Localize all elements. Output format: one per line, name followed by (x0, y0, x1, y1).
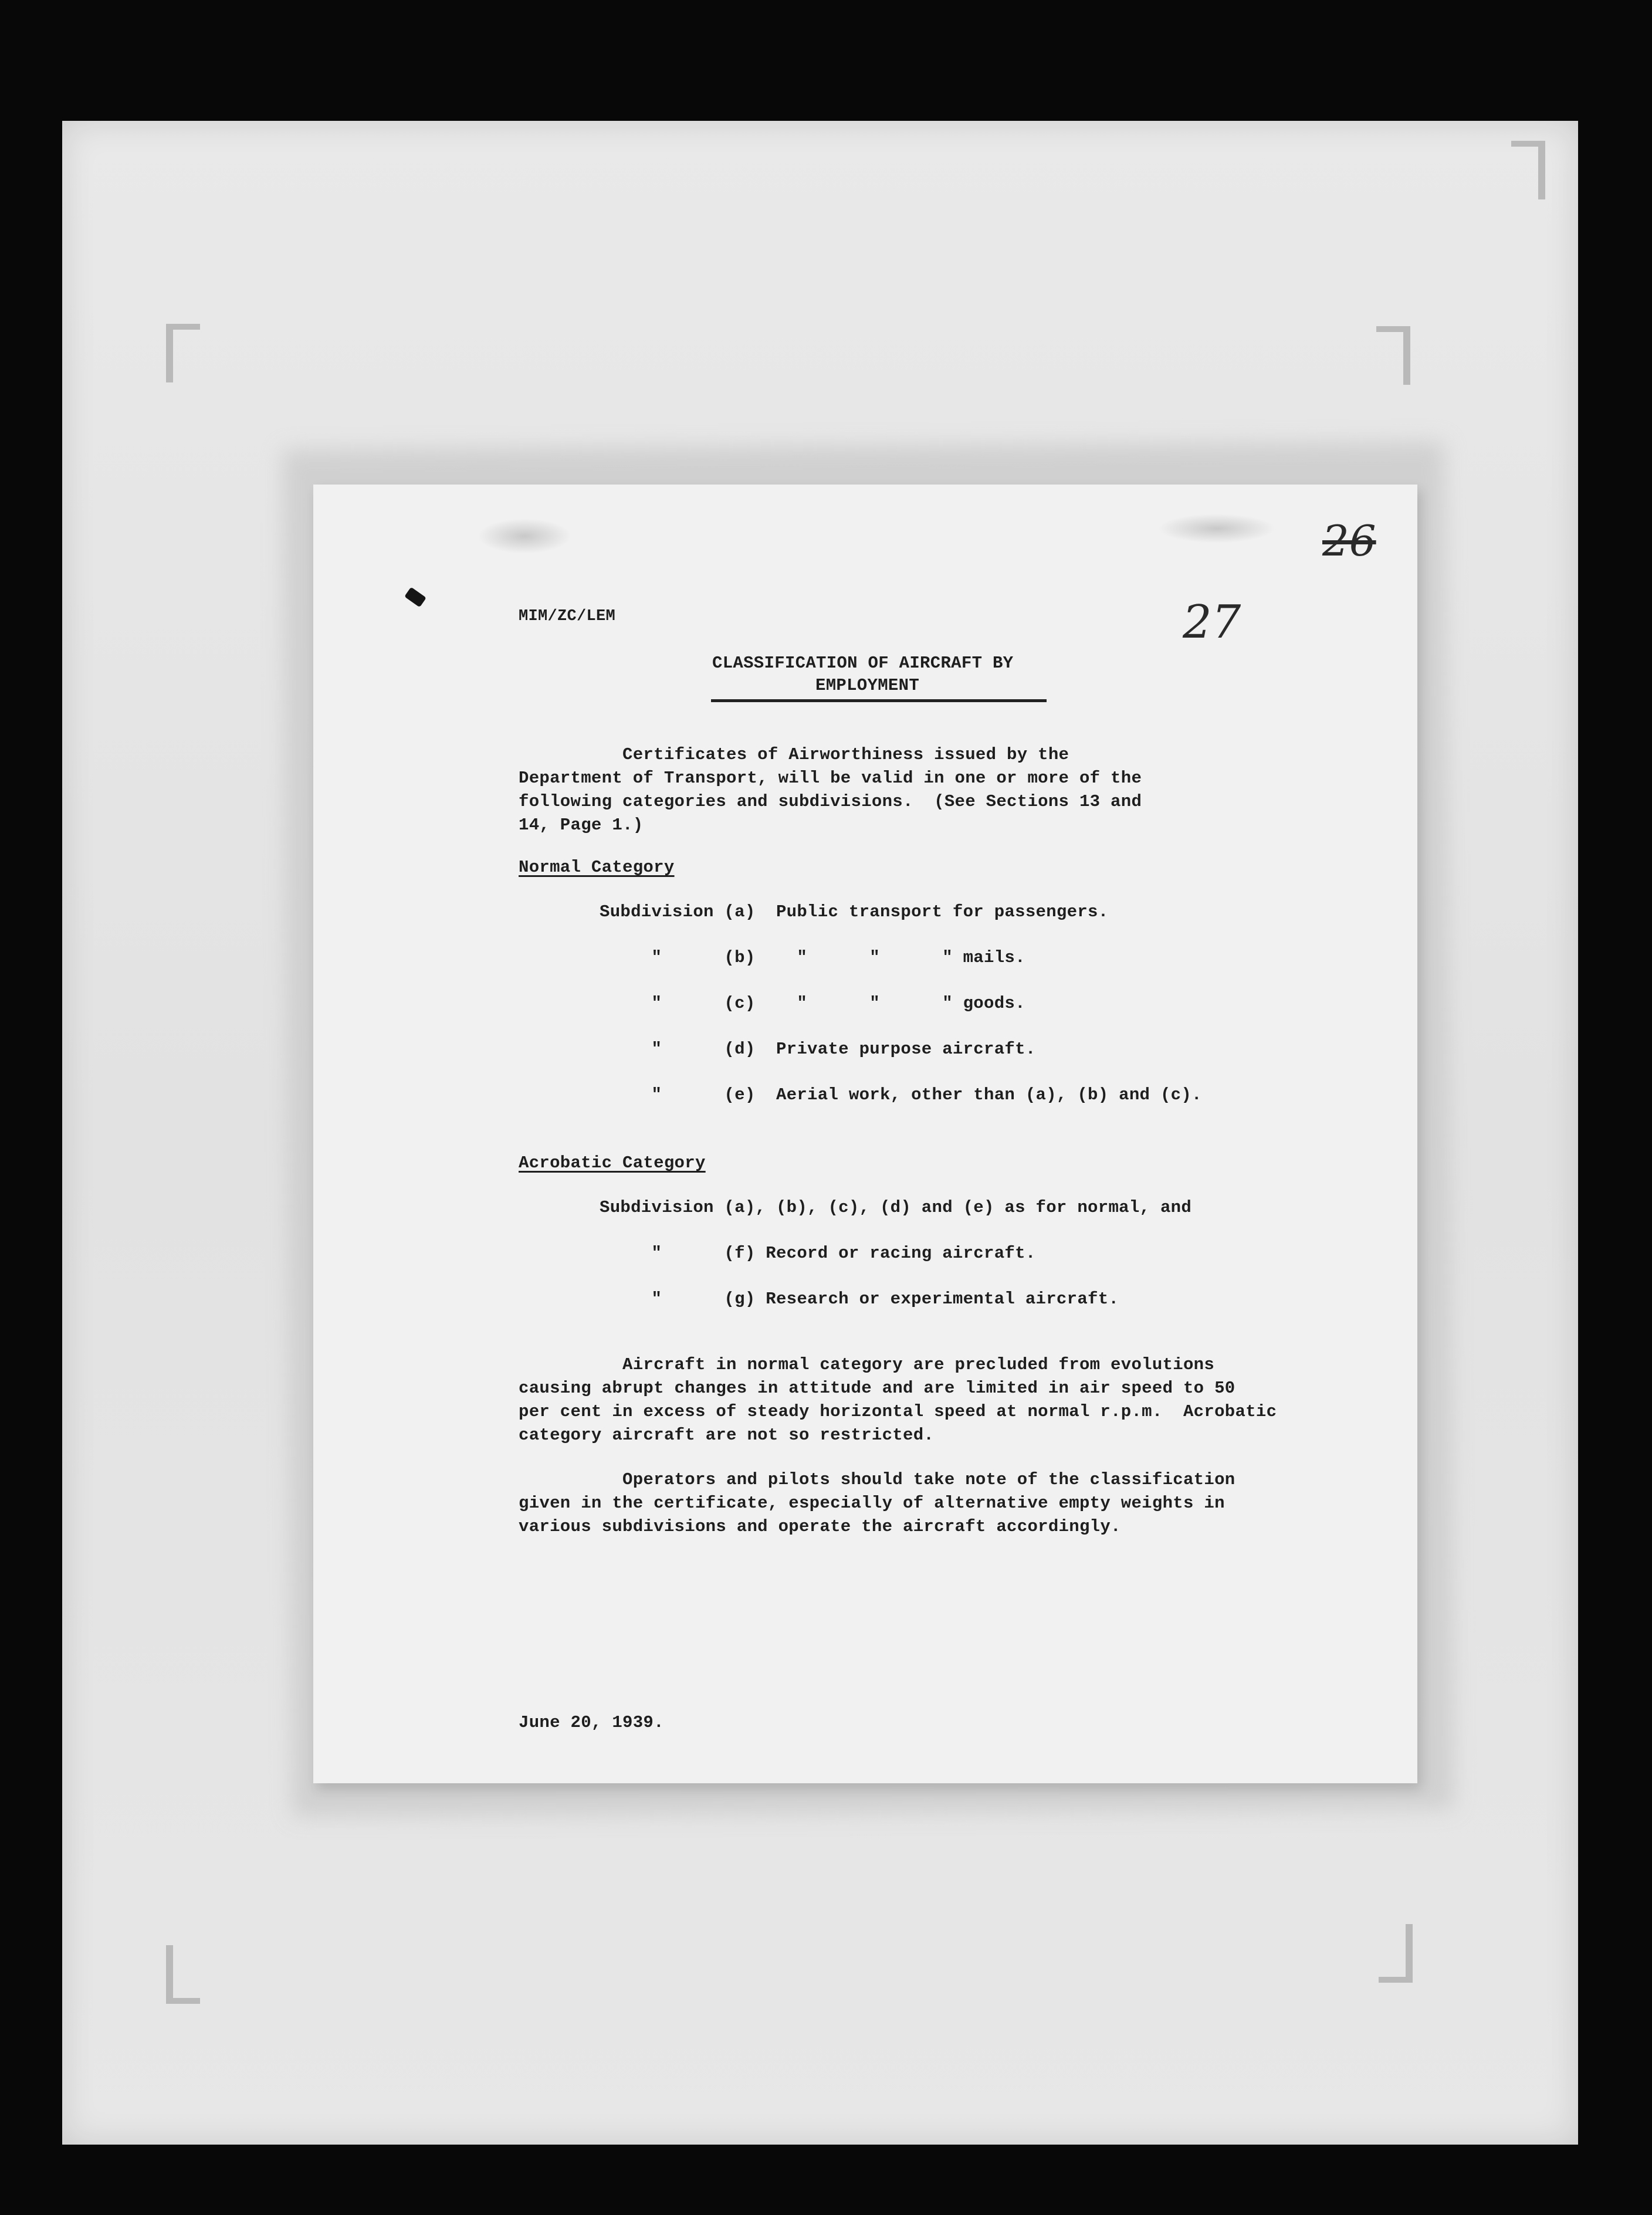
normal-category-heading: Normal Category (519, 858, 675, 877)
title-line-1: CLASSIFICATION OF AIRCRAFT BY (712, 653, 1014, 673)
crop-mark-top-right (1376, 326, 1410, 385)
normal-subdivision-row: Subdivision (a) Public transport for passengers. (600, 902, 1109, 922)
acrobatic-subdivision-row: Subdivision (a), (b), (c), (d) and (e) as for normal, and (600, 1198, 1192, 1217)
normal-subdivision-row: " (e) Aerial work, other than (a), (b) and (c). (600, 1085, 1202, 1105)
crop-mark-bottom-right (1379, 1924, 1413, 1983)
title-line-2: EMPLOYMENT (815, 676, 920, 695)
paragraph-1-line: category aircraft are not so restricted. (519, 1425, 935, 1445)
paragraph-2-line: given in the certificate, especially of alternative empty weights in (519, 1493, 1225, 1513)
acrobatic-subdivision-row: " (g) Research or experimental aircraft. (600, 1289, 1119, 1309)
normal-subdivision-row: " (c) " " " goods. (600, 994, 1025, 1013)
document-date: June 20, 1939. (519, 1713, 664, 1732)
document-sheet (313, 485, 1417, 1783)
crop-mark-top-left (166, 324, 200, 382)
intro-line: 14, Page 1.) (519, 815, 644, 835)
paragraph-2-line: various subdivisions and operate the aircraft accordingly. (519, 1517, 1121, 1536)
intro-line: Department of Transport, will be valid in one or more of the (519, 768, 1142, 788)
crop-mark-bottom-left (166, 1945, 200, 2004)
title-underline (711, 699, 1047, 702)
punch-mark (404, 587, 426, 608)
paragraph-1-line: per cent in excess of steady horizontal speed at normal r.p.m. Acrobatic (519, 1402, 1277, 1421)
folio-number: 27 (1183, 596, 1241, 649)
paragraph-1-line: Aircraft in normal category are precluded from evolutions (519, 1355, 1215, 1374)
smudge (1158, 514, 1275, 543)
intro-line: Certificates of Airworthiness issued by the (519, 745, 1069, 764)
paragraph-1-line: causing abrupt changes in attitude and are limited in air speed to 50 (519, 1379, 1235, 1398)
acrobatic-category-heading: Acrobatic Category (519, 1153, 706, 1173)
normal-subdivision-row: " (d) Private purpose aircraft. (600, 1039, 1036, 1059)
paragraph-2-line: Operators and pilots should take note of the classification (519, 1470, 1235, 1489)
smudge (478, 519, 571, 554)
reference-code: MIM/ZC/LEM (519, 608, 616, 625)
acrobatic-subdivision-row: " (f) Record or racing aircraft. (600, 1244, 1036, 1263)
folio-crossed-number: 26 (1322, 516, 1376, 565)
crop-mark-outer-top-right (1511, 141, 1545, 199)
intro-line: following categories and subdivisions. (See Sections 13 and (519, 792, 1142, 811)
normal-subdivision-row: " (b) " " " mails. (600, 948, 1025, 967)
